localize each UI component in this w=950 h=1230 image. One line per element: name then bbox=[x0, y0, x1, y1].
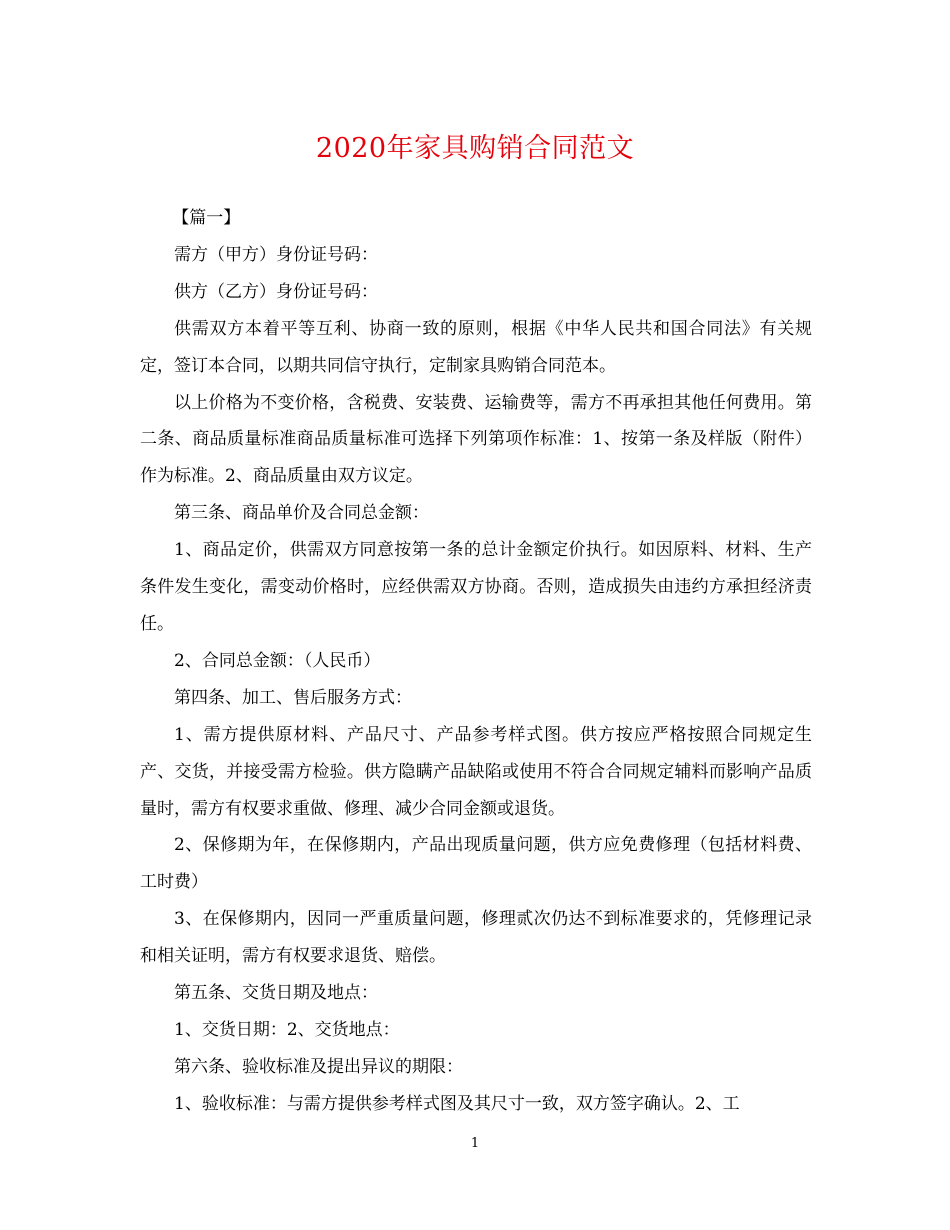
paragraph: 第五条、交货日期及地点： bbox=[174, 983, 378, 1004]
paragraph: 需方（甲方）身份证号码： bbox=[174, 244, 378, 265]
paragraph: 第四条、加工、售后服务方式： bbox=[174, 687, 412, 708]
paragraph: 1、需方提供原材料、产品尺寸、产品参考样式图。供方按应严格按照合同规定生产、交货，并接受需方检验。供方隐瞒产品缺陷或使用不符合合同规定辅料而影响产品质量时，需方有权要求重做、修理、减少合同金额或退货。 bbox=[140, 724, 812, 819]
paragraph: 3、在保修期内，因同一严重质量问题，修理贰次仍达不到标准要求的，凭修理记录和相关证明，需方有权要求退货、赔偿。 bbox=[140, 909, 812, 967]
paragraph: 以上价格为不变价格，含税费、安装费、运输费等，需方不再承担其他任何费用。第二条、商品质量标准商品质量标准可选择下列第项作标准：1、按第一条及样版（附件）作为标准。2、商品质量由双方议定。 bbox=[140, 392, 812, 487]
paragraph: 1、商品定价，供需双方同意按第一条的总计金额定价执行。如因原料、材料、生产条件发生变化，需变动价格时，应经供需双方协商。否则，造成损失由违约方承担经济责任。 bbox=[140, 540, 812, 634]
paragraph: 供需双方本着平等互利、协商一致的原则，根据《中华人民共和国合同法》有关规定，签订本合同，以期共同信守执行，定制家具购销合同范本。 bbox=[140, 318, 812, 376]
paragraph: 1、验收标准：与需方提供参考样式图及其尺寸一致，双方签字确认。2、工 bbox=[174, 1093, 740, 1114]
paragraph: 2、保修期为年，在保修期内，产品出现质量问题，供方应免费修理（包括材料费、工时费） bbox=[140, 835, 812, 893]
section-heading: 【篇一】 bbox=[172, 208, 241, 228]
paragraph: 第三条、商品单价及合同总金额： bbox=[174, 503, 429, 524]
paragraph: 1、交货日期：2、交货地点： bbox=[174, 1019, 400, 1040]
paragraph: 2、合同总金额：（人民币） bbox=[174, 650, 381, 671]
paragraph: 供方（乙方）身份证号码： bbox=[174, 281, 378, 302]
paragraph: 第六条、验收标准及提出异议的期限： bbox=[174, 1056, 463, 1077]
document-body bbox=[140, 200, 812, 1123]
page-number: 1 bbox=[470, 1136, 480, 1151]
document-title: 2020年家具购销合同范文 bbox=[315, 133, 635, 164]
